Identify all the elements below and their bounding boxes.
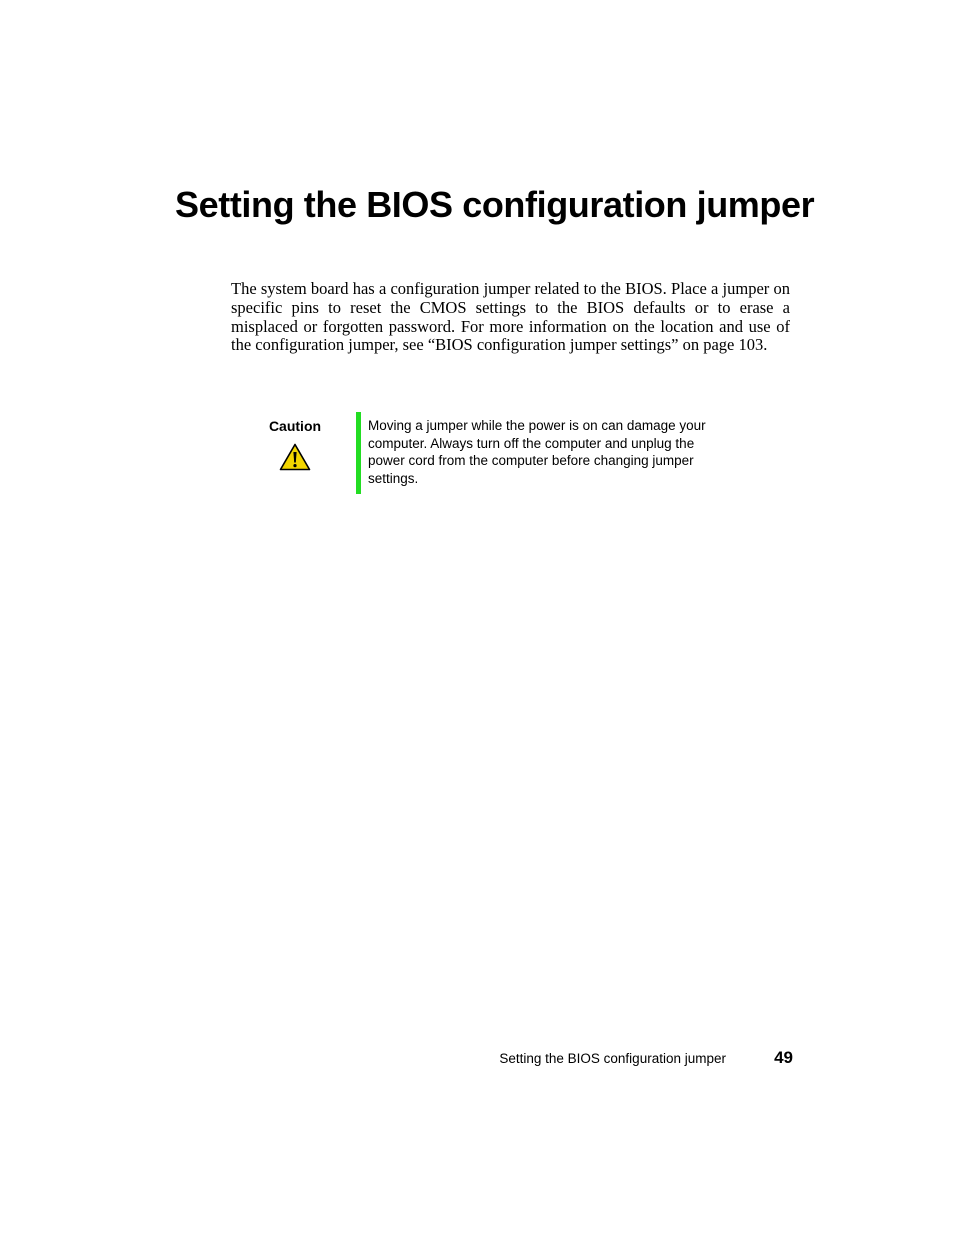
caution-label: Caution xyxy=(268,418,322,434)
warning-triangle-icon xyxy=(279,443,311,471)
caution-text: Moving a jumper while the power is on can damage your computer. Always turn off the computer and unplug the power cord from the computer before changing jumper settings. xyxy=(368,418,706,486)
page-title: Setting the BIOS configuration jumper xyxy=(175,184,815,225)
page-number: 49 xyxy=(774,1048,793,1067)
body-paragraph: The system board has a configuration jumper related to the BIOS. Place a jumper on specific pins to reset the CMOS settings to the BIOS defaults or to erase a misplaced or forgotten password. For more information on the location and use of the configuration jumper, see “BIOS configuration jumper settings” on page 103. xyxy=(231,279,790,355)
caution-bar xyxy=(356,412,361,494)
footer-running-title: Setting the BIOS configuration jumper xyxy=(499,1051,726,1066)
